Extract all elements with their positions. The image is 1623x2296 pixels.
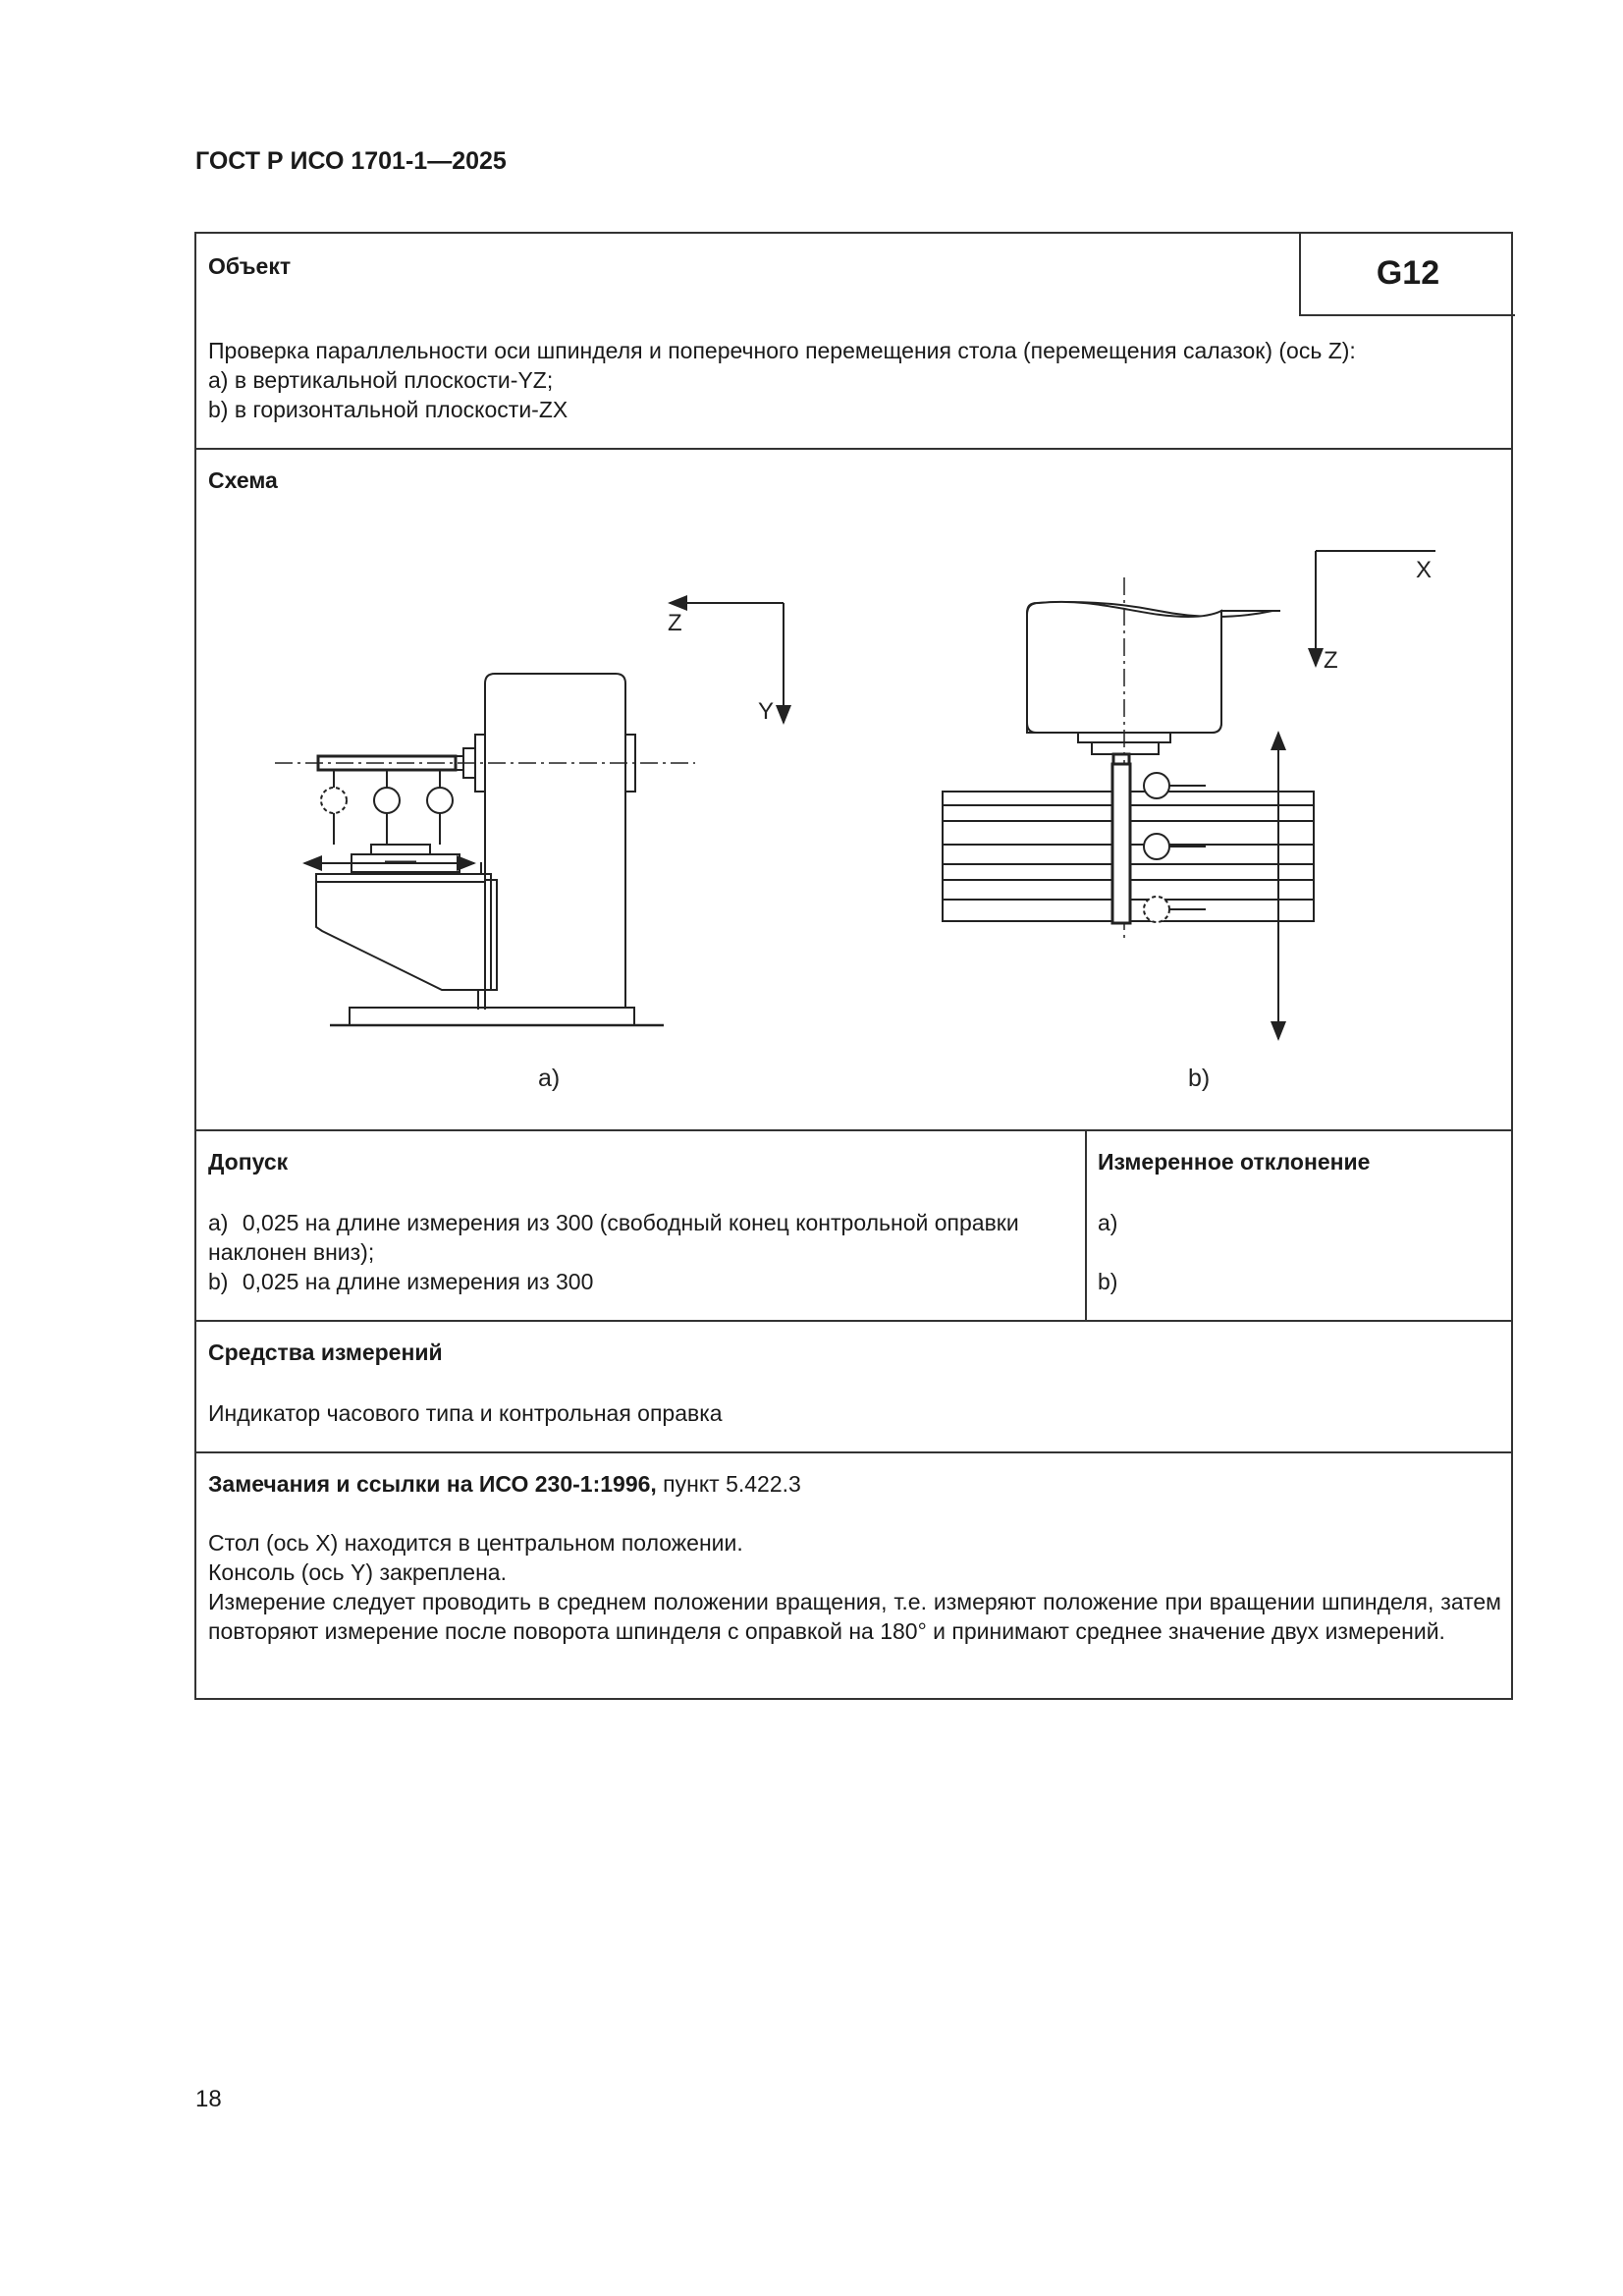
tolerance-b (208, 1267, 1078, 1296)
dial-indicator-a1 (374, 788, 400, 813)
dial-indicator-b2 (1144, 834, 1169, 859)
column-divider (1085, 1131, 1087, 1320)
figure-b (943, 551, 1435, 1039)
tolerance-section (196, 1129, 1511, 1320)
object-description (208, 336, 1491, 424)
instruments-text: Индикатор часового типа и контрольная оправка (208, 1400, 723, 1426)
object-line-2: a) в вертикальной плоскости-YZ; (208, 367, 554, 393)
machine-base (350, 1008, 634, 1025)
axis-y-label-a: Y (758, 698, 775, 725)
remarks-line-3: Измерение следует проводить в среднем положении вращения, т.е. измеряют положение при вращении шпинделя, затем повторяют измерение после поворота шпинделя с оправкой на 180° и принимают среднее значение двух измерений. (208, 1589, 1501, 1644)
object-label: Объект (208, 253, 292, 279)
deviation-label: Измеренное отклонение (1098, 1149, 1371, 1175)
document-header: ГОСТ Р ИСО 1701-1—2025 (195, 147, 507, 175)
dial-indicator-b1 (1144, 773, 1169, 798)
axis-x-label-b: X (1416, 557, 1433, 583)
scheme-label: Схема (208, 467, 278, 493)
figure-a (275, 603, 784, 1025)
object-line-3: b) в горизонтальной плоскости-ZX (208, 397, 568, 422)
tolerance-b-marker: b) (208, 1269, 229, 1294)
axis-z-label-a: Z (668, 610, 682, 636)
test-code: G12 (1299, 232, 1515, 316)
remarks-label: Замечания и ссылки на ИСО 230-1:1996, (208, 1471, 657, 1497)
dial-indicator-dashed-a (321, 788, 347, 813)
dial-indicator-a2 (427, 788, 453, 813)
tolerance-a (208, 1208, 1078, 1267)
object-section (196, 234, 1511, 450)
machine-column (485, 674, 625, 1008)
instruments-section (196, 1320, 1511, 1451)
tolerance-a-marker: a) (208, 1210, 229, 1235)
deviation-b: b) (1098, 1269, 1118, 1294)
deviation-a: a) (1098, 1210, 1118, 1235)
object-line-1: Проверка параллельности оси шпинделя и поперечного перемещения стола (перемещения салазок) (ось Z): (208, 338, 1356, 363)
axis-z-label-b: Z (1324, 647, 1338, 674)
test-sheet (194, 232, 1513, 1700)
remarks-heading (208, 1469, 801, 1499)
tolerance-a-text: 0,025 на длине измерения из 300 (свободный конец контрольной оправки наклонен вниз); (208, 1210, 1019, 1265)
scheme-section (196, 448, 1511, 1129)
figure-b-caption: b) (1188, 1065, 1211, 1092)
remarks-line-1: Стол (ось X) находится в центральном положении. (208, 1530, 743, 1556)
page-number: 18 (195, 2086, 222, 2112)
instruments-label: Средства измерений (208, 1339, 443, 1365)
machine-knee (316, 874, 491, 990)
remarks-body (208, 1528, 1501, 1646)
remarks-section (196, 1451, 1511, 1702)
tolerance-b-text: 0,025 на длине измерения из 300 (242, 1269, 594, 1294)
figure-a-caption: а) (538, 1065, 561, 1092)
remarks-line-2: Консоль (ось Y) закреплена. (208, 1559, 507, 1585)
remarks-reference: пункт 5.422.3 (656, 1471, 801, 1497)
scheme-drawing (196, 450, 1511, 1127)
dial-indicator-dashed-b (1144, 897, 1169, 922)
tolerance-label: Допуск (208, 1149, 289, 1175)
